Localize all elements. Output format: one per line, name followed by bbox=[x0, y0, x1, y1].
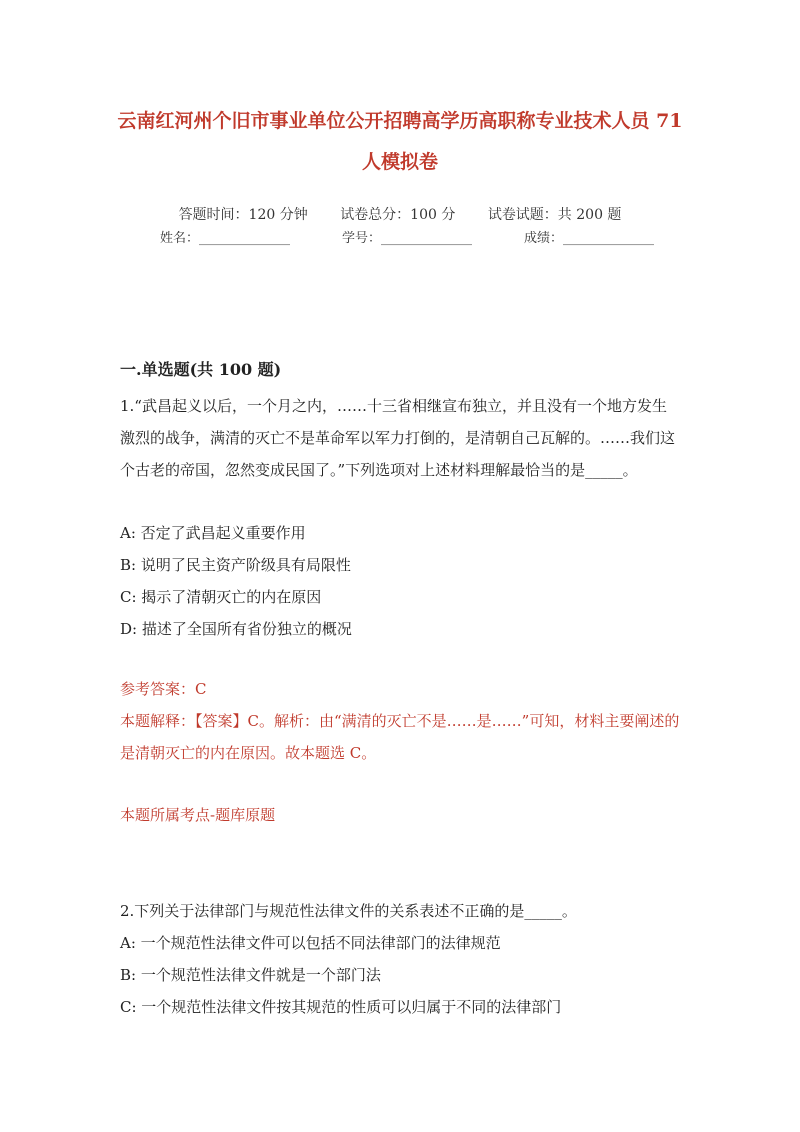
exam-time: 答题时间：120 分钟 bbox=[178, 207, 308, 223]
total-score: 试卷总分：100 分 bbox=[340, 207, 456, 223]
exam-info-row bbox=[0, 204, 800, 224]
page-title-line1: 云南红河州个旧市事业单位公开招聘高学历高职称专业技术人员 71 bbox=[117, 110, 683, 132]
question-1-source: 本题所属考点-题库原题 bbox=[120, 806, 276, 824]
section-title: 一.单选题(共 100 题) bbox=[120, 360, 282, 379]
question-1-option-c: C: 揭示了清朝灭亡的内在原因 bbox=[120, 588, 322, 606]
question-2-stem: 2.下列关于法律部门与规范性法律文件的关系表述不正确的是_____。 bbox=[120, 902, 577, 920]
question-2-option-b: B: 一个规范性法律文件就是一个部门法 bbox=[120, 966, 381, 984]
question-1-stem: 1.“武昌起义以后，一个月之内，……十三省相继宣布独立，并且没有一个地方发生激烈的战争，满清的灭亡不是革命军以军力打倒的，是清朝自己瓦解的。……我们这个古老的帝国，忽然变成民国了。”下列选项对上述材料理解最恰当的是_____。 bbox=[120, 397, 676, 479]
student-id-field: 学号：______________ bbox=[342, 231, 473, 246]
question-1-option-d: D: 描述了全国所有省份独立的概况 bbox=[120, 620, 352, 638]
name-field: 姓名：______________ bbox=[160, 231, 291, 246]
score-field: 成绩：______________ bbox=[524, 231, 655, 246]
question-2-option-a: A: 一个规范性法律文件可以包括不同法律部门的法律规范 bbox=[120, 934, 501, 952]
question-1-option-a: A: 否定了武昌起义重要作用 bbox=[120, 524, 306, 542]
question-1-explanation: 本题解释：【答案】C。解析：由“满清的灭亡不是……是……”可知，材料主要阐述的是清朝灭亡的内在原因。故本题选 C。 bbox=[120, 712, 680, 762]
question-1-option-b: B: 说明了民主资产阶级具有局限性 bbox=[120, 556, 351, 574]
question-1-answer: 参考答案：C bbox=[120, 680, 207, 698]
page-title-line2: 人模拟卷 bbox=[361, 151, 438, 173]
total-questions: 试卷试题：共 200 题 bbox=[487, 207, 622, 223]
question-2-option-c: C: 一个规范性法律文件按其规范的性质可以归属于不同的法律部门 bbox=[120, 998, 562, 1016]
